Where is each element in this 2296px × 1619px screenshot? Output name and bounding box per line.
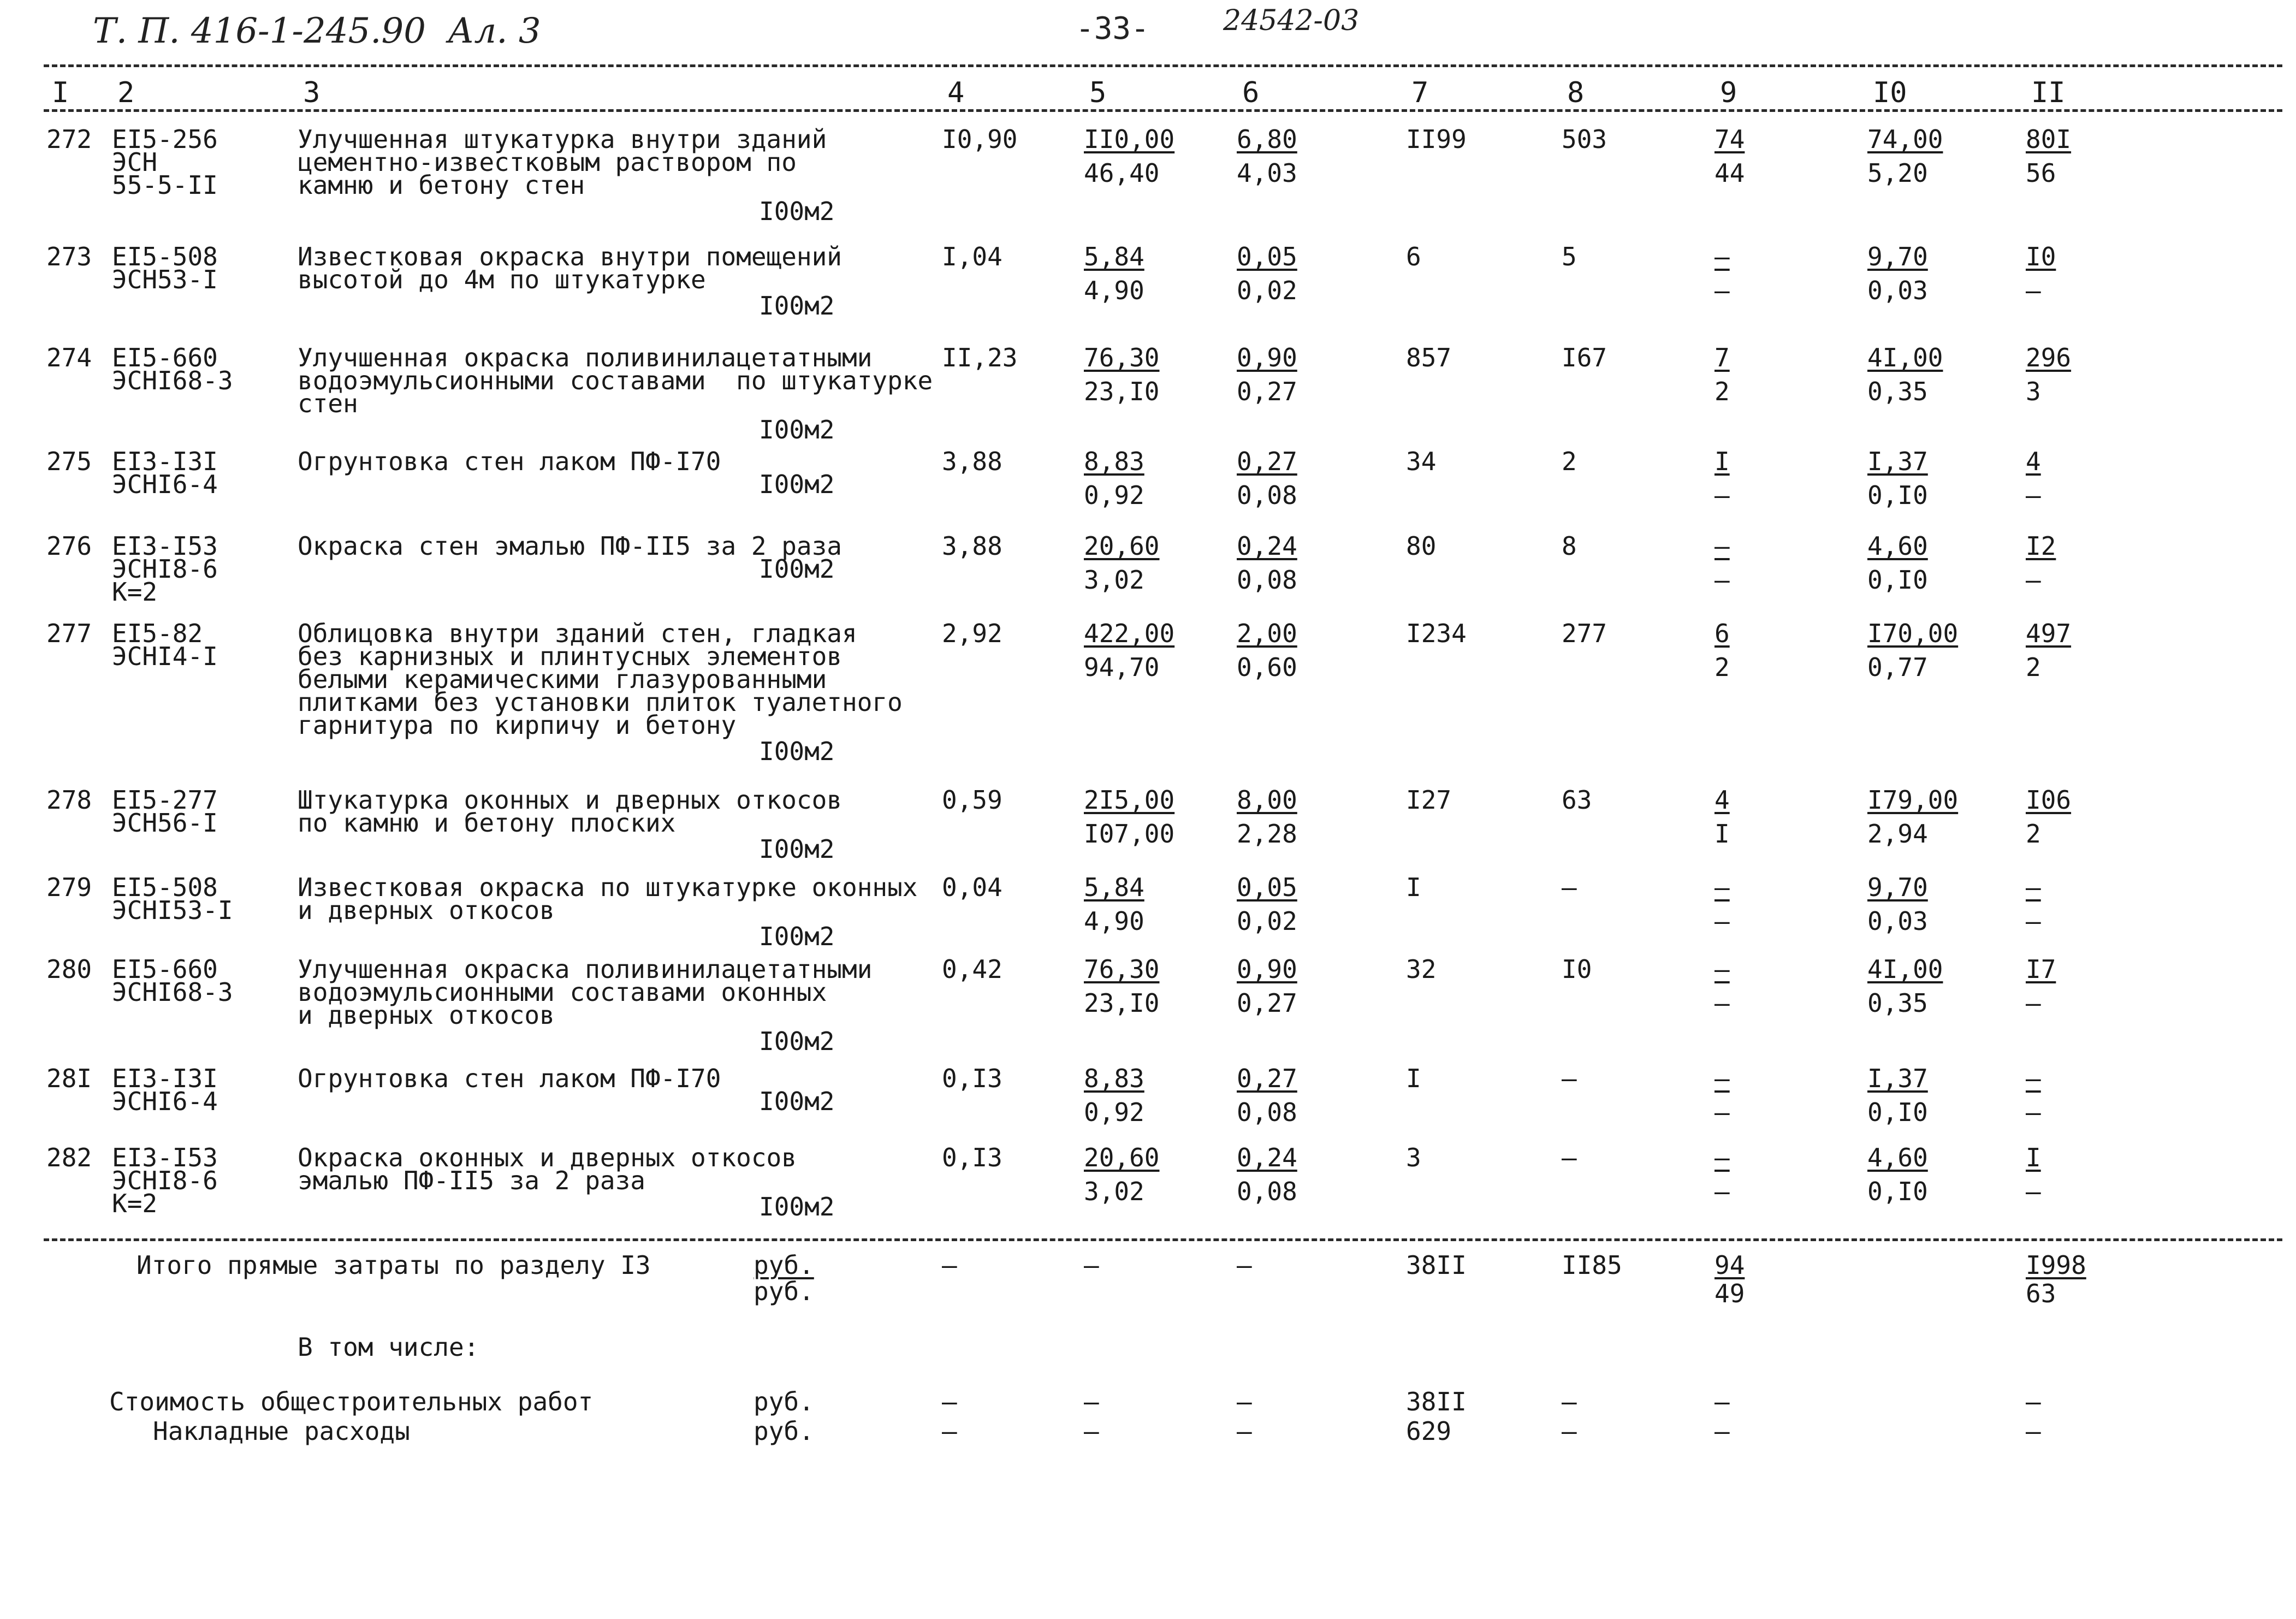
work-description: водоэмульсионными составами по штукатурке <box>298 366 933 395</box>
totals-unit: руб. <box>754 1250 814 1280</box>
document-code: Т. П. 416-1-245.90 <box>93 11 426 51</box>
totals-unit: руб. <box>754 1277 814 1306</box>
norm-code: EI5-82 <box>112 619 203 648</box>
price-bottom: 5,20 <box>1867 158 1928 188</box>
quantity: II,23 <box>942 343 1018 372</box>
price-top: 80I <box>2026 124 2072 154</box>
norm-code: К=2 <box>112 577 158 607</box>
row-number: 28I <box>46 1064 92 1093</box>
total-cost: 857 <box>1406 343 1452 372</box>
price-top: 2I5,00 <box>1084 785 1175 815</box>
norm-code: 55-5-II <box>112 170 218 200</box>
unit-of-measure: I00м2 <box>759 1087 835 1116</box>
price-bottom: 2 <box>1714 377 1730 406</box>
norm-code: ЭСНI8-6 <box>112 1166 218 1195</box>
totals-c11-bottom: 63 <box>2026 1279 2056 1308</box>
work-description: без карнизных и плинтусных элементов <box>298 642 842 671</box>
unit-of-measure: I00м2 <box>759 834 835 864</box>
row-number: 282 <box>46 1143 92 1172</box>
price-top: 4,60 <box>1867 1143 1928 1172</box>
totals-c5: — <box>1084 1250 1099 1280</box>
unit-of-measure: I00м2 <box>759 197 835 226</box>
price-bottom: — <box>1714 565 1730 595</box>
subtotal-c9: — <box>1714 1416 1730 1446</box>
work-description: гарнитура по кирпичу и бетону <box>298 710 737 740</box>
price-top: 2,00 <box>1237 619 1297 648</box>
work-description: и дверных откосов <box>298 1000 555 1030</box>
work-description: и дверных откосов <box>298 896 555 925</box>
price-bottom: 2,94 <box>1867 819 1928 849</box>
price-bottom: 3 <box>2026 377 2041 406</box>
price-top: 0,24 <box>1237 531 1297 561</box>
norm-code: ЭСНI68-3 <box>112 366 233 395</box>
work-description: Огрунтовка стен лаком ПФ-I70 <box>298 447 721 476</box>
price-top: — <box>2026 1064 2041 1093</box>
work-description: Улучшенная штукатурка внутри зданий <box>298 124 827 154</box>
quantity: 0,I3 <box>942 1143 1002 1172</box>
price-bottom: 0,02 <box>1237 906 1297 936</box>
price-bottom: 3,02 <box>1084 565 1144 595</box>
quantity: 0,04 <box>942 873 1002 902</box>
price-bottom: 0,92 <box>1084 481 1144 510</box>
totals-total-cost: 38II <box>1406 1250 1467 1280</box>
price-top: 74,00 <box>1867 124 1943 154</box>
column-header: 2 <box>117 76 135 109</box>
unit-of-measure: I00м2 <box>759 554 835 584</box>
work-description: Улучшенная окраска поливинилацетатными <box>298 954 873 984</box>
subtotal-unit: руб. <box>754 1416 814 1446</box>
price-top: — <box>1714 1064 1730 1093</box>
work-description: по камню и бетону плоских <box>298 808 676 838</box>
price-top: — <box>2026 873 2041 902</box>
unit-of-measure: I00м2 <box>759 1192 835 1221</box>
subtotal-label: Накладные расходы <box>153 1416 410 1446</box>
price-top: 20,60 <box>1084 1143 1160 1172</box>
price-top: 76,30 <box>1084 954 1160 984</box>
unit-of-measure: I00м2 <box>759 737 835 766</box>
work-description: стен <box>298 389 358 418</box>
price-bottom: — <box>2026 906 2041 936</box>
subtotal-c4: — <box>942 1387 957 1416</box>
unit-of-measure: I00м2 <box>759 291 835 321</box>
norm-code: EI3-I3I <box>112 1064 218 1093</box>
price-top: 497 <box>2026 619 2072 648</box>
subtotal-c6: — <box>1237 1416 1252 1446</box>
top-divider <box>44 64 2282 67</box>
price-top: 6 <box>1714 619 1730 648</box>
price-top: 4 <box>2026 447 2041 476</box>
price-bottom: 0,08 <box>1237 1098 1297 1127</box>
price-top: 4 <box>1714 785 1730 815</box>
price-bottom: — <box>2026 481 2041 510</box>
including-label: В том числе: <box>298 1332 479 1362</box>
subtotal-label: Стоимость общестроительных работ <box>109 1387 594 1416</box>
total-cost: I27 <box>1406 785 1452 815</box>
subtotal-c5: — <box>1084 1387 1099 1416</box>
totals-c11-top: I998 <box>2026 1250 2086 1280</box>
norm-code: EI3-I53 <box>112 531 218 561</box>
price-bottom: 23,I0 <box>1084 988 1160 1018</box>
price-bottom: 0,27 <box>1237 988 1297 1018</box>
wages-cost: I0 <box>1562 954 1592 984</box>
price-bottom: 0,I0 <box>1867 1098 1928 1127</box>
row-number: 277 <box>46 619 92 648</box>
norm-code: ЭСНI8-6 <box>112 554 218 584</box>
subtotal-c9: — <box>1714 1387 1730 1416</box>
price-top: I,37 <box>1867 447 1928 476</box>
subtotal-total-cost: 38II <box>1406 1387 1467 1416</box>
subtotal-wages: — <box>1562 1416 1577 1446</box>
album-number: Ал. 3 <box>448 11 541 51</box>
row-number: 275 <box>46 447 92 476</box>
column-header: 6 <box>1242 76 1260 109</box>
price-bottom: — <box>2026 1177 2041 1206</box>
price-top: 0,24 <box>1237 1143 1297 1172</box>
price-bottom: I <box>1714 819 1730 849</box>
total-cost: I <box>1406 1064 1421 1093</box>
work-description: плитками без установки плиток туалетного <box>298 687 903 717</box>
price-top: 8,83 <box>1084 1064 1144 1093</box>
norm-code: EI3-I53 <box>112 1143 218 1172</box>
price-bottom: 0,92 <box>1084 1098 1144 1127</box>
price-bottom: 0,08 <box>1237 565 1297 595</box>
column-header: I <box>52 76 69 109</box>
price-bottom: 0,I0 <box>1867 565 1928 595</box>
quantity: 3,88 <box>942 447 1002 476</box>
price-top: 422,00 <box>1084 619 1175 648</box>
price-bottom: 0,60 <box>1237 653 1297 682</box>
total-cost: 3 <box>1406 1143 1421 1172</box>
subtotal-unit: руб. <box>754 1387 814 1416</box>
price-top: — <box>1714 1143 1730 1172</box>
total-cost: I234 <box>1406 619 1467 648</box>
price-top: — <box>1714 242 1730 271</box>
column-header: 4 <box>947 76 965 109</box>
norm-code: EI5-660 <box>112 343 218 372</box>
price-top: 20,60 <box>1084 531 1160 561</box>
wages-cost: 5 <box>1562 242 1577 271</box>
price-bottom: — <box>1714 1098 1730 1127</box>
norm-code: ЭСН56-I <box>112 808 218 838</box>
price-top: — <box>1714 873 1730 902</box>
price-top: 8,00 <box>1237 785 1297 815</box>
price-bottom: 23,I0 <box>1084 377 1160 406</box>
row-number: 278 <box>46 785 92 815</box>
norm-code: ЭСН53-I <box>112 265 218 294</box>
price-top: 0,90 <box>1237 954 1297 984</box>
norm-code: К=2 <box>112 1189 158 1218</box>
price-bottom: — <box>1714 1177 1730 1206</box>
norm-code: ЭСНI68-3 <box>112 977 233 1007</box>
price-top: — <box>1714 954 1730 984</box>
column-header: II <box>2031 76 2066 109</box>
price-bottom: 2,28 <box>1237 819 1297 849</box>
row-number: 273 <box>46 242 92 271</box>
wages-cost: 277 <box>1562 619 1607 648</box>
price-top: I06 <box>2026 785 2072 815</box>
price-top: 5,84 <box>1084 873 1144 902</box>
price-bottom: 94,70 <box>1084 653 1160 682</box>
total-cost: 6 <box>1406 242 1421 271</box>
norm-code: EI5-277 <box>112 785 218 815</box>
unit-of-measure: I00м2 <box>759 1027 835 1056</box>
work-description: камню и бетону стен <box>298 170 585 200</box>
price-bottom: 0,02 <box>1237 276 1297 305</box>
column-header: 7 <box>1411 76 1429 109</box>
total-cost: 34 <box>1406 447 1437 476</box>
subtotal-c11: — <box>2026 1387 2041 1416</box>
work-description: цементно-известковым раствором по <box>298 147 797 177</box>
quantity: 0,I3 <box>942 1064 1002 1093</box>
price-bottom: 44 <box>1714 158 1745 188</box>
price-bottom: 4,03 <box>1237 158 1297 188</box>
totals-c6: — <box>1237 1250 1252 1280</box>
price-top: 6,80 <box>1237 124 1297 154</box>
subtotal-c6: — <box>1237 1387 1252 1416</box>
norm-code: EI5-508 <box>112 873 218 902</box>
wages-cost: 503 <box>1562 124 1607 154</box>
work-description: Штукатурка оконных и дверных откосов <box>298 785 842 815</box>
total-cost: I <box>1406 873 1421 902</box>
wages-cost: 63 <box>1562 785 1592 815</box>
work-description: Окраска стен эмалью ПФ-II5 за 2 раза <box>298 531 842 561</box>
price-top: 296 <box>2026 343 2072 372</box>
price-bottom: — <box>2026 1098 2041 1127</box>
row-number: 279 <box>46 873 92 902</box>
unit-of-measure: I00м2 <box>759 470 835 499</box>
norm-code: ЭСНI6-4 <box>112 470 218 499</box>
header-divider <box>44 109 2282 112</box>
column-header: 5 <box>1089 76 1107 109</box>
norm-code: EI5-660 <box>112 954 218 984</box>
price-bottom: — <box>1714 906 1730 936</box>
price-bottom: 46,40 <box>1084 158 1160 188</box>
work-description: Известковая окраска внутри помещений <box>298 242 842 271</box>
price-bottom: 0,I0 <box>1867 481 1928 510</box>
price-top: I2 <box>2026 531 2056 561</box>
work-description: белыми керамическими глазурованными <box>298 665 827 694</box>
wages-cost: I67 <box>1562 343 1607 372</box>
price-bottom: 3,02 <box>1084 1177 1144 1206</box>
quantity: 0,59 <box>942 785 1002 815</box>
quantity: I,04 <box>942 242 1002 271</box>
price-bottom: 4,90 <box>1084 276 1144 305</box>
wages-cost: — <box>1562 1143 1577 1172</box>
quantity: 3,88 <box>942 531 1002 561</box>
price-bottom: — <box>1714 276 1730 305</box>
price-top: 4I,00 <box>1867 343 1943 372</box>
column-header: 9 <box>1720 76 1737 109</box>
subtotal-c5: — <box>1084 1416 1099 1446</box>
price-top: 4,60 <box>1867 531 1928 561</box>
work-description: Улучшенная окраска поливинилацетатными <box>298 343 873 372</box>
wages-cost: 8 <box>1562 531 1577 561</box>
price-top: 76,30 <box>1084 343 1160 372</box>
column-header: 3 <box>303 76 321 109</box>
totals-c9-top: 94 <box>1714 1250 1745 1280</box>
quantity: 2,92 <box>942 619 1002 648</box>
norm-code: ЭСН <box>112 147 158 177</box>
price-top: I <box>1714 447 1730 476</box>
price-bottom: 0,I0 <box>1867 1177 1928 1206</box>
work-description: водоэмульсионными составами оконных <box>298 977 827 1007</box>
price-bottom: 2 <box>2026 819 2041 849</box>
total-cost: 80 <box>1406 531 1437 561</box>
totals-label: Итого прямые затраты по разделу I3 <box>137 1250 651 1280</box>
price-top: I79,00 <box>1867 785 1959 815</box>
price-top: I7 <box>2026 954 2056 984</box>
totals-c9-bottom: 49 <box>1714 1279 1745 1308</box>
norm-code: ЭСНI53-I <box>112 896 233 925</box>
subtotal-c4: — <box>942 1416 957 1446</box>
price-top: 74 <box>1714 124 1745 154</box>
quantity: I0,90 <box>942 124 1018 154</box>
price-top: I <box>2026 1143 2041 1172</box>
price-top: 0,05 <box>1237 242 1297 271</box>
price-top: 9,70 <box>1867 873 1928 902</box>
price-bottom: 0,08 <box>1237 1177 1297 1206</box>
norm-code: EI5-256 <box>112 124 218 154</box>
price-top: 0,90 <box>1237 343 1297 372</box>
totals-quantity: — <box>942 1250 957 1280</box>
total-cost: II99 <box>1406 124 1467 154</box>
price-bottom: 0,27 <box>1237 377 1297 406</box>
price-top: 0,05 <box>1237 873 1297 902</box>
work-description: Огрунтовка стен лаком ПФ-I70 <box>298 1064 721 1093</box>
price-bottom: — <box>1714 988 1730 1018</box>
row-number: 276 <box>46 531 92 561</box>
price-bottom: I07,00 <box>1084 819 1175 849</box>
price-top: 0,27 <box>1237 447 1297 476</box>
subtotal-c11: — <box>2026 1416 2041 1446</box>
price-top: I,37 <box>1867 1064 1928 1093</box>
price-top: 4I,00 <box>1867 954 1943 984</box>
price-bottom: — <box>2026 276 2041 305</box>
price-top: 0,27 <box>1237 1064 1297 1093</box>
price-bottom: 56 <box>2026 158 2056 188</box>
row-number: 274 <box>46 343 92 372</box>
price-bottom: 0,03 <box>1867 906 1928 936</box>
totals-divider <box>44 1238 2282 1241</box>
wages-cost: — <box>1562 1064 1577 1093</box>
price-top: I70,00 <box>1867 619 1959 648</box>
norm-code: EI5-508 <box>112 242 218 271</box>
page-number: -33- <box>1076 11 1149 46</box>
wages-cost: — <box>1562 873 1577 902</box>
subtotal-wages: — <box>1562 1387 1577 1416</box>
norm-code: ЭСНI6-4 <box>112 1087 218 1116</box>
price-bottom: 4,90 <box>1084 906 1144 936</box>
price-bottom: 0,35 <box>1867 988 1928 1018</box>
price-top: II0,00 <box>1084 124 1175 154</box>
price-bottom: — <box>2026 565 2041 595</box>
quantity: 0,42 <box>942 954 1002 984</box>
price-top: 9,70 <box>1867 242 1928 271</box>
row-number: 280 <box>46 954 92 984</box>
price-bottom: — <box>1714 481 1730 510</box>
work-description: Окраска оконных и дверных откосов <box>298 1143 797 1172</box>
price-bottom: 0,77 <box>1867 653 1928 682</box>
column-header: 8 <box>1567 76 1585 109</box>
price-top: — <box>1714 531 1730 561</box>
price-bottom: — <box>2026 988 2041 1018</box>
reference-number: 24542-03 <box>1223 4 1360 37</box>
work-description: высотой до 4м по штукатурке <box>298 265 706 294</box>
price-top: 8,83 <box>1084 447 1144 476</box>
totals-wages: II85 <box>1562 1250 1622 1280</box>
work-description: эмалью ПФ-II5 за 2 раза <box>298 1166 645 1195</box>
subtotal-total-cost: 629 <box>1406 1416 1452 1446</box>
norm-code: EI3-I3I <box>112 447 218 476</box>
norm-code: ЭСНI4-I <box>112 642 218 671</box>
price-top: 7 <box>1714 343 1730 372</box>
unit-of-measure: I00м2 <box>759 922 835 951</box>
work-description: Известковая окраска по штукатурке оконных <box>298 873 918 902</box>
wages-cost: 2 <box>1562 447 1577 476</box>
unit-of-measure: I00м2 <box>759 415 835 444</box>
work-description: Облицовка внутри зданий стен, гладкая <box>298 619 857 648</box>
total-cost: 32 <box>1406 954 1437 984</box>
price-top: 5,84 <box>1084 242 1144 271</box>
price-bottom: 0,03 <box>1867 276 1928 305</box>
row-number: 272 <box>46 124 92 154</box>
price-top: I0 <box>2026 242 2056 271</box>
price-bottom: 2 <box>1714 653 1730 682</box>
price-bottom: 2 <box>2026 653 2041 682</box>
column-header: I0 <box>1873 76 1907 109</box>
price-bottom: 0,08 <box>1237 481 1297 510</box>
price-bottom: 0,35 <box>1867 377 1928 406</box>
